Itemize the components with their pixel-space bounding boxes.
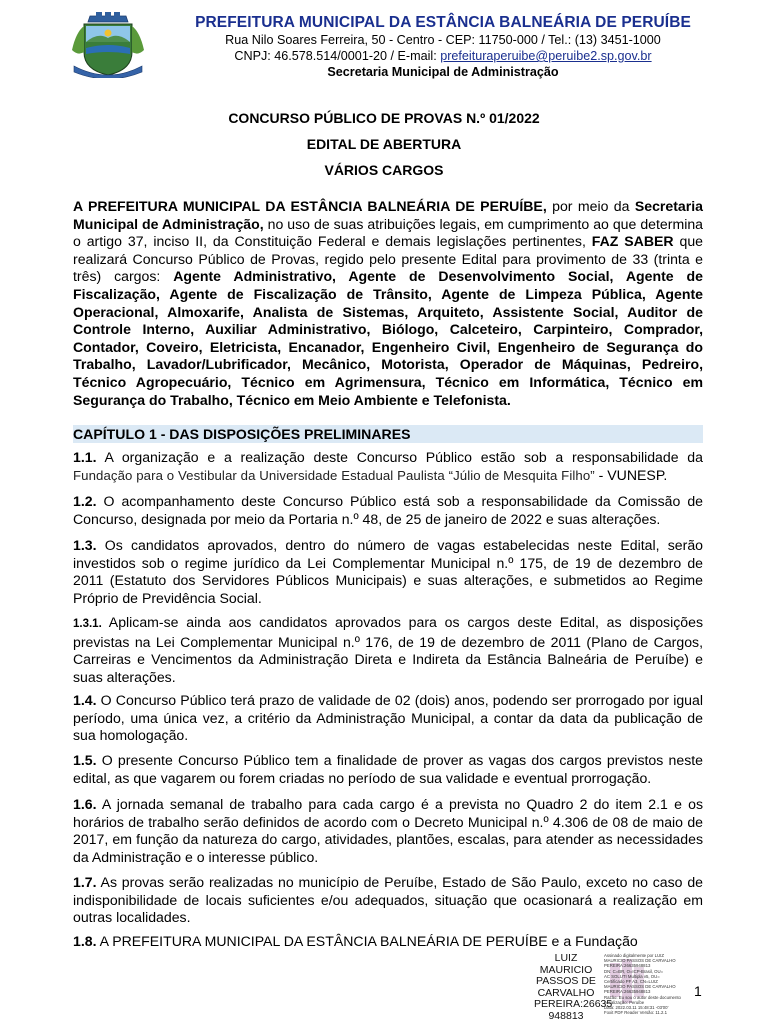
letterhead-address: Rua Nilo Soares Ferreira, 50 - Centro - CEP: 11750-000 / Tel.: (13) 3451-1000 <box>225 33 661 47</box>
item-1-5: 1.5. O presente Concurso Público tem a finalidade de prover as vagas dos cargos previstos neste edital, as que vagarem ou forem criadas no período de sua validade e eventual prorrogação. <box>73 752 703 786</box>
item-1-6: 1.6. A jornada semanal de trabalho para cada cargo é a prevista no Quadro 2 do item 2.1 e os horários de trabalho serão definidos de acordo com o Decreto Municipal n.º 4.306 de 08 de maio de 2017, em função da natureza do cargo, atividades, plantões, escalas, para atender as necessidades da Administração e o interesse público. <box>73 796 703 865</box>
item-1-2: 1.2. O acompanhamento deste Concurso Público está sob a responsabilidade da Comissão de Concurso, designada por meio da Portaria n.º 48, de 25 de janeiro de 2022 e suas alterações. <box>73 493 703 527</box>
email-link[interactable]: prefeituraperuibe@peruibe2.sp.gov.br <box>440 49 652 63</box>
item-1-3: 1.3. Os candidatos aprovados, dentro do número de vagas estabelecidas neste Edital, serão investidos sob o regime jurídico da Lei Complementar Municipal n.º 175, de 19 de dezembro de 2011 (Estatuto dos Servidores Públicos Municipais) e suas alterações, e submetidos ao Regime Próprio de Previdência Social. <box>73 537 703 606</box>
item-1-1: 1.1. A organização e a realização deste Concurso Público estão sob a responsabilidade da Fundação para o Vestibular da Universidade Estadual Paulista “Júlio de Mesquita Filho” - VUNESP. <box>73 449 703 483</box>
item-1-4: 1.4. O Concurso Público terá prazo de validade de 02 (dois) anos, podendo ser prorrogado por igual período, uma única vez, a critério da Administração Municipal, a contar da data da publicação de sua homologação. <box>73 692 703 744</box>
letterhead-department: Secretaria Municipal de Administração <box>327 65 559 79</box>
item-1-3-1: 1.3.1. Aplicam-se ainda aos candidatos aprovados para os cargos deste Edital, as disposições previstas na Lei Complementar Municipal n.º 176, de 19 de dezembro de 2011 (Plano de Cargos, Carreiras e Vencimentos da Administração Direta e Indireta da Estância Balneária de Peruíbe) e suas alterações. <box>73 614 703 685</box>
letterhead <box>158 14 728 80</box>
item-number: 1.2. <box>73 493 97 509</box>
edital-positions-heading: VÁRIOS CARGOS <box>324 162 444 178</box>
intro-faz-saber: FAZ SABER <box>591 233 674 250</box>
intro-secretariat: Secretaria Municipal de Administração, <box>73 198 704 232</box>
edital-title: CONCURSO PÚBLICO DE PROVAS N.º 01/2022 <box>228 110 540 126</box>
chapter-heading: CAPÍTULO 1 - DAS DISPOSIÇÕES PRELIMINARES <box>73 425 703 443</box>
digital-signature-name: LUIZ MAURICIO PASSOS DE CARVALHO PEREIRA:26635 948813 <box>534 952 613 1022</box>
digital-signature-details[interactable]: Assinado digitalmente por LUIZ MAURICIO PASSOS DE CARVALHO PEREIRA:26635948813 DN: C=BR, O=ICP-Brasil, OU= AC SOLUTI Multipla v5, OU= Certificado PF A3, CN=LUIZ MAURICIO PASSOS DE CARVALHO PEREIRA:26635948813 Razão: Eu sou o autor deste documento Localização: Peruíbe Data: 2022.03.11 15:48:31 -03'00' Foxit PDF Reader Versão: 11.2.1 <box>604 953 681 1016</box>
letterhead-contact <box>158 48 728 64</box>
item-number: 1.3. <box>73 537 97 553</box>
page-number: 1 <box>694 983 702 999</box>
municipal-crest-logo <box>68 12 148 78</box>
edital-subtitle: EDITAL DE ABERTURA <box>306 136 462 152</box>
item-number: 1.4. <box>73 692 97 708</box>
item-1-7: 1.7. As provas serão realizadas no município de Peruíbe, Estado de São Paulo, exceto no caso de indisponibilidade de locais suficientes e/ou adequados, situação que ocasionará a realização em outras localidades. <box>73 874 703 926</box>
letterhead-title: PREFEITURA MUNICIPAL DA ESTÂNCIA BALNEÁRIA DE PERUÍBE <box>195 14 691 31</box>
cnpj-text: CNPJ: 46.578.514/0001-20 / E-mail: <box>234 49 441 63</box>
item-number: 1.7. <box>73 874 97 890</box>
intro-positions-list: Agente Administrativo, Agente de Desenvolvimento Social, Agente de Fiscalização, Agente de Fiscalização de Trânsito, Agente de Limpeza Pública, Agente Operacional, Almoxarife, Analista de Sistemas, Arquiteto, Assistente Social, Auditor de Controle Interno, Auxiliar Administrativo, Biólogo, Calceteiro, Carpinteiro, Comprador, Contador, Coveiro, Eletricista, Encanador, Engenheiro Civil, Engenheiro de Segurança do Trabalho, Lavador/Lubrificador, Mecânico, Motorista, Operador de Máquinas, Pedreiro, Técnico Agropecuário, Técnico em Agrimensura, Técnico em Informática, Técnico em Segurança do Trabalho, Técnico em Meio Ambiente e Telefonista. <box>73 268 703 408</box>
intro-paragraph: A PREFEITURA MUNICIPAL DA ESTÂNCIA BALNEÁRIA DE PERUÍBE, por meio da Secretaria Municipal de Administração, no uso de suas atribuições legais, em cumprimento ao que determina o artigo 37, inciso II, da Constituição Federal e demais legislações pertinentes, FAZ SABER que realizará Concurso Público de Provas, regido pelo presente Edital para provimento de 33 (trinta e três) cargos: Agente Administrativo, Agente de Desenvolvimento Social, Agente de Fiscalização, Agente de Fiscalização de Trânsito, Agente de Limpeza Pública, Agente Operacional, Almoxarife, Analista de Sistemas, Arquiteto, Assistente Social, Auditor de Controle Interno, Auxiliar Administrativo, Biólogo, Calceteiro, Carpinteiro, Comprador, Contador, Coveiro, Eletricista, Encanador, Engenheiro Civil, Engenheiro de Segurança do Trabalho, Lavador/Lubrificador, Mecânico, Motorista, Operador de Máquinas, Pedreiro, Técnico Agropecuário, Técnico em Agrimensura, Técnico em Informática, Técnico em Segurança do Trabalho, Técnico em Meio Ambiente e Telefonista. <box>73 198 704 408</box>
item-number: 1.8. <box>73 933 97 949</box>
vunesp-name: Fundação para o Vestibular da Universidade Estadual Paulista “Júlio de Mesquita Filho” <box>73 467 595 483</box>
item-number: 1.5. <box>73 752 97 768</box>
item-number: 1.1. <box>73 449 97 465</box>
item-number: 1.3.1. <box>73 618 102 630</box>
item-number: 1.6. <box>73 796 97 812</box>
intro-org: A PREFEITURA MUNICIPAL DA ESTÂNCIA BALNEÁRIA DE PERUÍBE, <box>73 198 547 214</box>
item-1-8: 1.8. A PREFEITURA MUNICIPAL DA ESTÂNCIA BALNEÁRIA DE PERUÍBE e a Fundação <box>73 933 638 949</box>
